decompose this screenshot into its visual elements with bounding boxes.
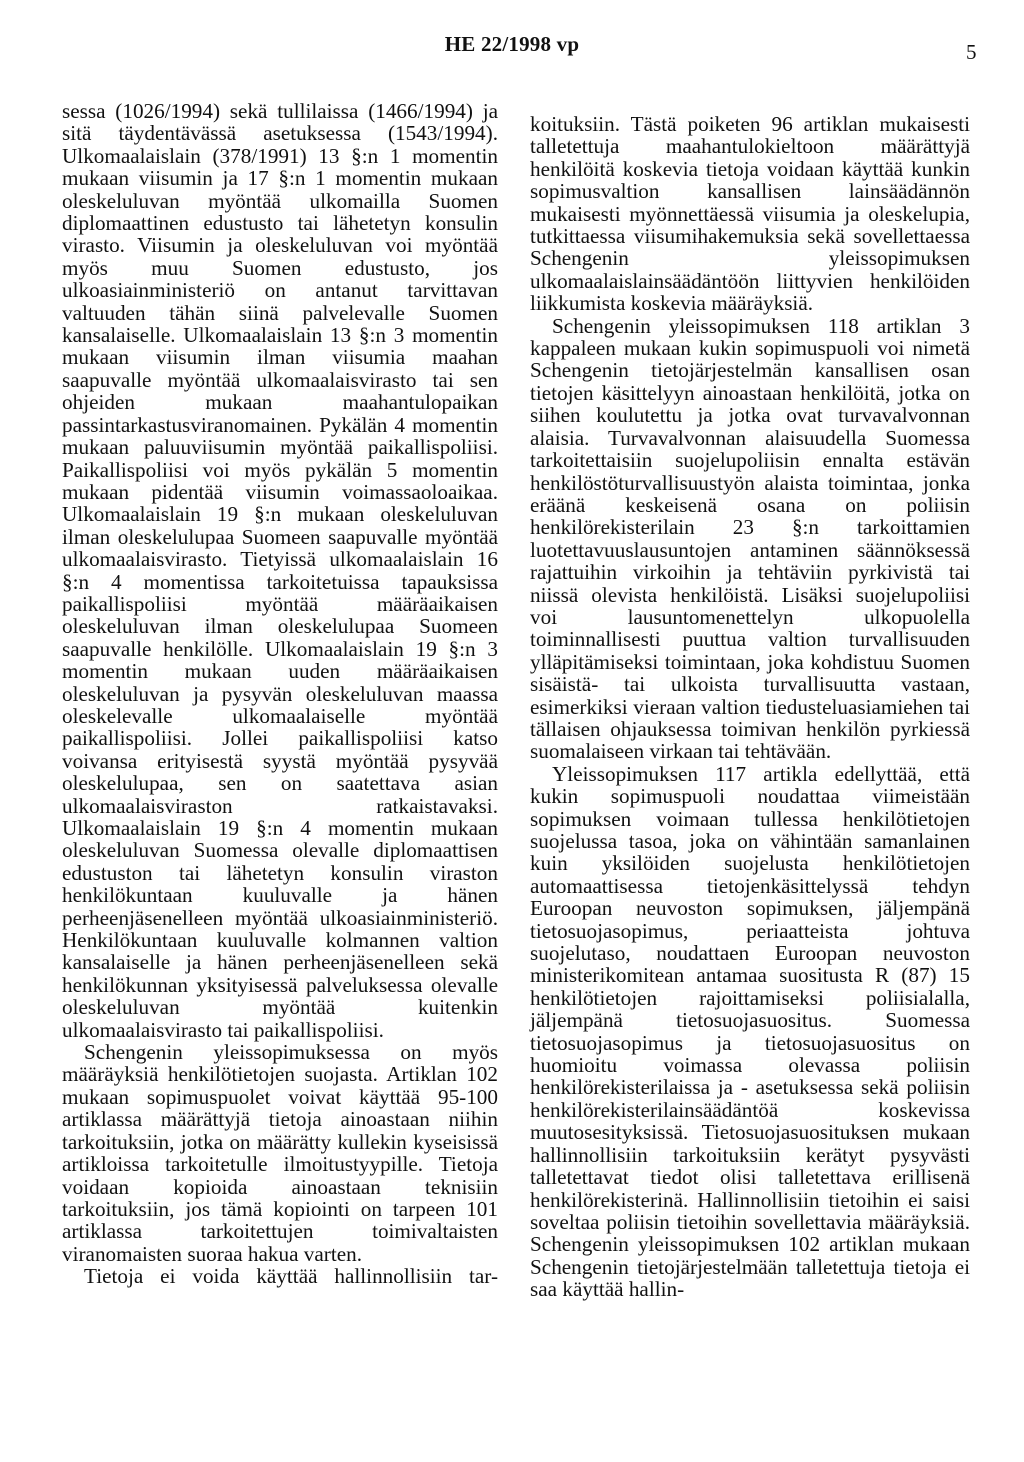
paragraph: koituksiin. Tästä poiketen 96 artiklan mukaisesti talletettuja maahantulokieltoon määrättyjä henkilöitä koskevia tietoja voidaan käyttää kunkin sopimusvaltion kansallisen lainsäädännön mukaisesti myönnettäessä viisumia ja oleskelupia, tutkittaessa viisumihakemuksia sekä sovellettaessa Schengenin yleissopimuksen ulkomaalaislainsäädäntöön liittyvien henkilöiden liikkumista koskevia määräyksiä. <box>530 112 970 316</box>
page-number: 5 <box>966 40 977 64</box>
page-header-title: HE 22/1998 vp <box>444 32 580 56</box>
paragraph: sessa (1026/1994) sekä tullilaissa (1466/1994) ja sitä täydentävässä asetuksessa (1543/1994). Ulkomaalaislain (378/1991) 13 §:n 1 momentin mukaan viisumin ja 17 §:n 1 momentin mukaan oleskeluluvan myöntää ulkomailla Suomen diplomaattinen edustusto tai lähetetyn konsulin virasto. Viisumin ja oleskeluluvan voi myöntää myös muu Suomen edustusto, jos ulkoasiainministeriö on antanut tarvittavan valtuuden tähän siinä palvelevalle Suomen kansalaiselle. Ulkomaalaislain 13 §:n 3 momentin mukaan viisumin ilman viisumia maahan saapuvalle myöntää ulkomaalaisvirasto tai sen ohjeiden mukaan maahantulopaikan passintarkastusviranomainen. Pykälän 4 momentin mukaan paluuviisumin myöntää paikallispoliisi. Paikallispoliisi voi myös pykälän 5 momentin mukaan pidentää viisumin voimassaoloaikaa. Ulkomaalaislain 19 §:n mukaan oleskeluluvan ilman oleskelulupaa Suomeen saapuvalle myöntää ulkomaalaisvirasto. Tietyissä ulkomaalaislain 16 §:n 4 momentissa tarkoitetuissa tapauksissa paikallispoliisi myöntää määräaikaisen oleskeluluvan ilman oleskelulupaa Suomeen saapuvalle henkilölle. Ulkomaalaislain 19 §:n 3 momentin mukaan uuden määräaikaisen oleskeluluvan ja pysyvän oleskeluluvan maassa oleskelevalle ulkomaalaiselle myöntää paikallispoliisi. Jollei paikallispoliisi katso voivansa erityisestä syystä myöntää pysyvää oleskelulupaa, sen on saatettava asian ulkomaalaisviraston ratkaistavaksi. Ulkomaalaislain 19 §:n 4 momentin mukaan oleskeluluvan Suomessa olevalle diplomaattisen edustuston tai lähetetyn konsulin viraston henkilökuntaan kuuluvalle ja hänen perheenjäsenelleen myöntää ulkoasiainministeriö. Henkilökuntaan kuuluvalle kolmannen valtion kansalaiselle ja hänen perheenjäsenelleen sekä henkilökunnan yksityisessä palveluksessa olevalle oleskeluluvan myöntää kuitenkin ulkomaalaisvirasto tai paikallispoliisi. <box>62 99 498 1042</box>
left-column <box>62 100 498 1288</box>
paragraph: Yleissopimuksen 117 artikla edellyttää, että kukin sopimuspuoli noudattaa viimeistään sopimuksen voimaan tullessa henkilötietojen suojelussa tasoa, joka on vähintään samanlainen kuin yksilöiden suojelusta henkilötietojen automaattisessa tietojenkäsittelyssä tehdyn Euroopan neuvoston sopimuksen, jäljempänä tietosuojasopimus, periaatteista johtuva suojelutaso, noudattaen Euroopan neuvoston ministerikomitean antamaa suositusta R (87) 15 henkilötietojen rajoittamiseksi poliisialalla, jäljempänä tietosuojasuositus. Suomessa tietosuojasopimus ja tietosuojasuositus on huomioitu voimassa olevassa poliisin henkilörekisterilaissa ja - asetuksessa sekä poliisin henkilörekisterilainsäädäntöä koskevissa muutosesityksissä. Tietosuojasuosituksen mukaan hallinnollisiin tarkoituksiin kerätyt pysyvästi talletettavat tiedot olisi talletettava erillisenä henkilörekisterinä. Hallinnollisiin tietoihin ei saisi soveltaa poliisin tietoihin sovellettavia määräyksiä. Schengenin yleissopimuksen 102 artiklan mukaan Schengenin tietojärjestelmään talletettuja tietoja ei saa käyttää hallin- <box>530 761 970 1302</box>
paragraph: Tietoja ei voida käyttää hallinnollisiin tar- <box>84 1264 498 1289</box>
paragraph: Schengenin yleissopimuksen 118 artiklan 3 kappaleen mukaan kukin sopimuspuoli voi nimetä Schengenin tietojärjestelmän kansallisen osan tietojen käsittelyyn ainoastaan henkilöitä, jotka on siihen koulutettu ja jotka ovat turvavalvonnan alaisia. Turvavalvonnan alaisuudella Suomessa tarkoitettaisiin suojelupoliisin ennalta estävän henkilöstöturvallisuustyön alaista toimintaa, jonka eräänä keskeisenä osana on poliisin henkilörekisterilain 23 §:n tarkoittamien luotettavuuslausuntojen antaminen säännöksessä rajattuihin virkoihin ja tehtäviin pyrkivistä tai niissä olevista henkilöistä. Lisäksi suojelupoliisi voi lausuntomenettelyn ulkopuolella toiminnallisesti puuttua valtion turvallisuuden ylläpitämiseksi toimintaan, joka kohdistuu Suomen sisäistä- tai ulkoista turvallisuutta vastaan, esimerkiksi vieraan valtion tiedusteluasiamiehen tai tällaisen ohjauksessa toimivan henkilön pyrkiessä suomalaiseen virkaan tai tehtävään. <box>530 313 970 764</box>
right-column <box>530 113 970 1301</box>
paragraph: Schengenin yleissopimuksessa on myös määräyksiä henkilötietojen suojasta. Artiklan 102 mukaan sopimuspuolet voivat käyttää 95-100 artiklassa määrättyjä tietoja ainoastaan niihin tarkoituksiin, jotka on määrätty kullekin kyseisissä artikloissa tarkoitetulle ilmoitustyypille. Tietoja voidaan kopioida ainoastaan teknisiin tarkoituksiin, jos tämä kopiointi on tarpeen 101 artiklassa tarkoitettujen toimivaltaisten viranomaisten suoraa hakua varten. <box>62 1040 498 1266</box>
